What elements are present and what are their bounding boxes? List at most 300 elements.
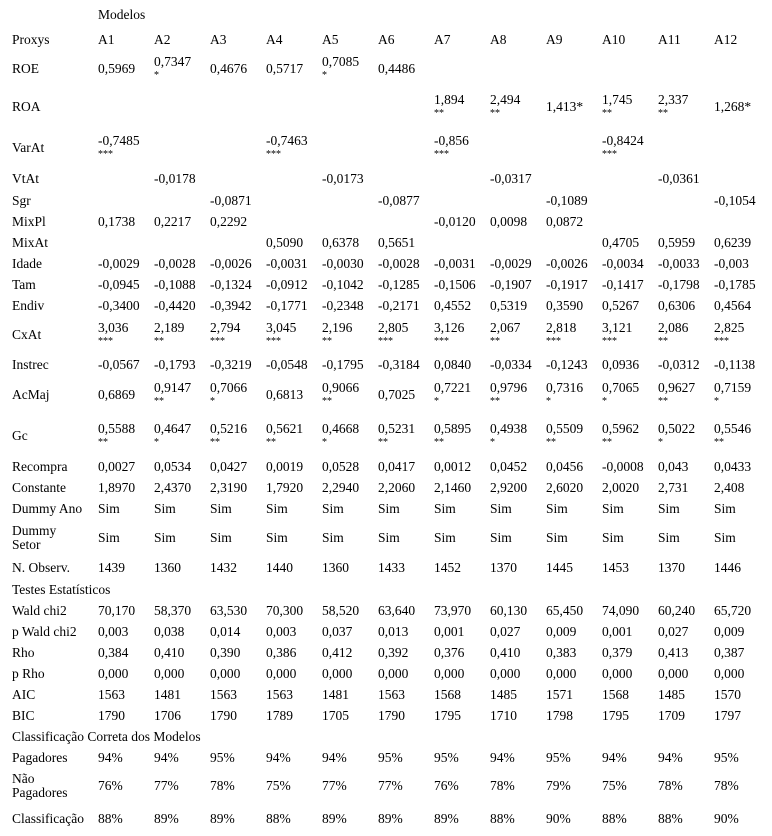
table-cell: [434, 663, 490, 684]
cell-value: -0,0120: [434, 213, 476, 229]
cell-value: Sim: [658, 530, 680, 545]
table-cell: [434, 295, 490, 316]
cell-value: 90%: [546, 810, 571, 826]
table-row: [0, 621, 770, 642]
table-cell: [490, 456, 546, 477]
table-cell: [658, 803, 714, 834]
table-cell: [434, 684, 490, 705]
cell-value: 89%: [210, 810, 235, 826]
table-cell: [266, 642, 322, 663]
cell-value: Sim: [714, 530, 736, 545]
table-cell: [434, 768, 490, 803]
significance-stars: *: [322, 436, 327, 448]
table-cell: [378, 477, 434, 498]
table-cell: [602, 232, 658, 253]
proxys-header: Proxys: [12, 32, 50, 47]
cell-value: 0,5969: [98, 61, 136, 76]
cell-value: 0,392: [378, 644, 409, 660]
cell-value: 2,494: [490, 92, 521, 107]
cell-value: 1710: [490, 707, 517, 723]
cell-value: 1445: [546, 560, 573, 575]
cell-value: Sim: [210, 530, 232, 545]
table-cell: [378, 295, 434, 316]
table-row: [0, 705, 770, 726]
model-header-a9: A9: [546, 32, 563, 47]
cell-value: 77%: [378, 777, 403, 793]
table-cell: [322, 253, 378, 274]
cell-value: 0,4486: [378, 61, 416, 76]
table-cell: [322, 316, 378, 354]
significance-stars: ***: [266, 336, 281, 347]
cell-value: 90%: [714, 810, 739, 826]
model-header-a6: A6: [378, 32, 395, 47]
table-cell: [602, 498, 658, 519]
cell-value: 2,4370: [154, 479, 192, 495]
table-cell: [322, 168, 378, 190]
cell-value: 1439: [98, 560, 125, 575]
cell-value: 0,412: [322, 644, 353, 660]
row-label: Dummy Ano: [12, 500, 83, 516]
table-cell: [154, 87, 210, 127]
row-label: Dummy Setor: [12, 523, 57, 552]
cell-value: 0,014: [210, 623, 241, 639]
significance-stars: *: [490, 436, 495, 448]
table-cell: [602, 253, 658, 274]
table-cell: [154, 456, 210, 477]
cell-value: -0,0548: [266, 356, 308, 372]
cell-value: -0,0029: [490, 255, 532, 271]
cell-value: 73,970: [434, 602, 472, 618]
cell-value: -0,0912: [266, 276, 308, 292]
significance-stars: *: [434, 396, 439, 407]
cell-value: 0,6813: [266, 387, 304, 402]
table-cell: [714, 747, 770, 768]
table-cell: [322, 127, 378, 168]
table-cell: [210, 253, 266, 274]
row-label: Tam: [12, 276, 36, 292]
significance-stars: **: [490, 396, 500, 407]
model-header-a5: A5: [322, 32, 339, 47]
table-cell: [210, 557, 266, 579]
table-cell: [714, 295, 770, 316]
table-cell: [322, 232, 378, 253]
table-cell: [714, 684, 770, 705]
table-cell: [98, 168, 154, 190]
table-row: [0, 477, 770, 498]
significance-stars: *: [714, 396, 719, 407]
cell-value: -0,856: [434, 132, 469, 148]
row-label: BIC: [12, 707, 35, 723]
table-cell: [658, 519, 714, 557]
column-header-row: [0, 29, 770, 51]
cell-value: 2,805: [378, 320, 409, 335]
table-cell: [154, 168, 210, 190]
model-header-a2: A2: [154, 32, 171, 47]
cell-value: 88%: [98, 810, 123, 826]
table-cell: [602, 642, 658, 663]
cell-value: 70,300: [266, 602, 304, 618]
cell-value: 1789: [266, 707, 293, 723]
table-cell: [378, 316, 434, 354]
cell-value: -0,0008: [602, 458, 644, 474]
table-cell: [98, 127, 154, 168]
table-cell: [658, 747, 714, 768]
table-row: [0, 600, 770, 621]
cell-value: Sim: [98, 530, 120, 545]
table-cell: [434, 519, 490, 557]
significance-stars: **: [210, 436, 220, 448]
cell-value: Sim: [602, 500, 624, 516]
table-cell: [546, 316, 602, 354]
table-cell: [98, 621, 154, 642]
table-cell: [714, 51, 770, 87]
table-cell: [602, 316, 658, 354]
table-cell: [154, 600, 210, 621]
table-cell: [98, 519, 154, 557]
cell-value: 0,001: [602, 623, 633, 639]
table-cell: [98, 354, 154, 375]
cell-value: 2,794: [210, 320, 241, 335]
cell-value: 1568: [602, 686, 629, 702]
cell-value: 1568: [434, 686, 461, 702]
table-cell: [98, 253, 154, 274]
cell-value: 63,530: [210, 602, 248, 618]
table-cell: [546, 87, 602, 127]
cell-value: 89%: [434, 810, 459, 826]
table-cell: [98, 705, 154, 726]
table-cell: [714, 274, 770, 295]
cell-value: 0,387: [714, 644, 745, 660]
significance-stars: **: [546, 436, 556, 448]
table-row: [0, 232, 770, 253]
cell-value: 2,1460: [434, 479, 472, 495]
cell-value: -0,0173: [322, 171, 364, 186]
cell-value: 3,045: [266, 320, 297, 335]
cell-value: -0,0877: [378, 192, 420, 208]
cell-value: 0,027: [658, 623, 689, 639]
table-row: [0, 316, 770, 354]
empty-cell: [0, 0, 98, 29]
cell-value: 1452: [434, 560, 461, 575]
cell-value: Sim: [210, 500, 232, 516]
table-cell: [602, 621, 658, 642]
table-cell: [98, 498, 154, 519]
table-cell: [658, 600, 714, 621]
cell-value: 1,894: [434, 92, 465, 107]
table-cell: [98, 642, 154, 663]
table-cell: [434, 456, 490, 477]
table-cell: [210, 168, 266, 190]
table-cell: [98, 684, 154, 705]
table-cell: [378, 274, 434, 295]
table-cell: [98, 316, 154, 354]
table-cell: [210, 803, 266, 834]
table-cell: [658, 190, 714, 211]
row-label: MixAt: [12, 234, 49, 250]
table-cell: [434, 87, 490, 127]
model-header-a4: A4: [266, 32, 283, 47]
table-cell: [210, 127, 266, 168]
cell-value: Sim: [98, 500, 120, 516]
table-cell: [154, 232, 210, 253]
table-cell: [714, 663, 770, 684]
table-cell: [98, 87, 154, 127]
cell-value: 0,4564: [714, 297, 752, 313]
table-cell: [266, 295, 322, 316]
cell-value: 0,2217: [154, 213, 192, 229]
table-cell: [154, 51, 210, 87]
table-cell: [434, 127, 490, 168]
row-label: N. Observ.: [12, 560, 70, 575]
cell-value: 0,000: [210, 665, 241, 681]
table-cell: [378, 498, 434, 519]
table-cell: [378, 253, 434, 274]
table-cell: [322, 456, 378, 477]
cell-value: 1453: [602, 560, 629, 575]
significance-stars: ***: [378, 336, 393, 347]
table-cell: [658, 498, 714, 519]
cell-value: 0,001: [434, 623, 465, 639]
cell-value: 0,4552: [434, 297, 472, 313]
table-cell: [490, 375, 546, 415]
cell-value: 94%: [322, 749, 347, 765]
table-cell: [322, 211, 378, 232]
cell-value: -0,8424: [602, 132, 644, 148]
cell-value: -0,0567: [98, 356, 140, 372]
table-cell: [714, 621, 770, 642]
cell-value: 1795: [602, 707, 629, 723]
cell-value: -0,0945: [98, 276, 140, 292]
table-cell: [714, 375, 770, 415]
table-cell: [490, 477, 546, 498]
table-cell: [154, 415, 210, 456]
model-header-a8: A8: [490, 32, 507, 47]
cell-value: Sim: [490, 530, 512, 545]
row-label: p Rho: [12, 665, 45, 681]
table-cell: [210, 705, 266, 726]
cell-value: 0,5588: [98, 420, 136, 436]
table-cell: [658, 127, 714, 168]
table-cell: [378, 705, 434, 726]
table-cell: [490, 621, 546, 642]
cell-value: 1485: [658, 686, 685, 702]
cell-value: 1360: [154, 560, 181, 575]
table-cell: [490, 316, 546, 354]
cell-value: 0,5959: [658, 234, 696, 250]
cell-value: 0,0456: [546, 458, 584, 474]
table-cell: [490, 557, 546, 579]
table-cell: [266, 519, 322, 557]
table-cell: [546, 232, 602, 253]
table-row: [0, 211, 770, 232]
table-cell: [714, 168, 770, 190]
cell-value: 94%: [98, 749, 123, 765]
cell-value: -0,0178: [154, 171, 196, 186]
cell-value: 2,6020: [546, 479, 584, 495]
table-cell: [266, 375, 322, 415]
table-cell: [98, 456, 154, 477]
table-cell: [658, 168, 714, 190]
table-cell: [490, 354, 546, 375]
table-row: [0, 642, 770, 663]
table-cell: [602, 274, 658, 295]
table-cell: [154, 253, 210, 274]
table-row: [0, 415, 770, 456]
cell-value: 0,000: [714, 665, 745, 681]
table-cell: [322, 621, 378, 642]
cell-value: 2,337: [658, 92, 689, 107]
table-cell: [154, 477, 210, 498]
cell-value: 0,0936: [602, 356, 640, 372]
cell-value: 0,0027: [98, 458, 136, 474]
table-cell: [210, 768, 266, 803]
cell-value: Sim: [154, 500, 176, 516]
table-cell: [546, 684, 602, 705]
table-cell: [714, 600, 770, 621]
cell-value: 2,086: [658, 320, 689, 335]
table-cell: [546, 168, 602, 190]
cell-value: -0,7463: [266, 132, 308, 148]
table-cell: [210, 600, 266, 621]
cell-value: 0,5962: [602, 420, 640, 436]
row-label: ROA: [12, 99, 41, 114]
table-cell: [322, 415, 378, 456]
cell-value: 0,2292: [210, 213, 248, 229]
cell-value: -0,1771: [266, 297, 308, 313]
cell-value: 2,0020: [602, 479, 640, 495]
table-cell: [98, 375, 154, 415]
table-cell: [602, 127, 658, 168]
table-cell: [490, 211, 546, 232]
cell-value: 1370: [490, 560, 517, 575]
cell-value: Sim: [266, 500, 288, 516]
table-cell: [266, 684, 322, 705]
section-title: Classificação Correta dos Modelos: [12, 728, 201, 744]
cell-value: 0,5267: [602, 297, 640, 313]
table-cell: [658, 211, 714, 232]
table-cell: [714, 498, 770, 519]
cell-value: 0,009: [546, 623, 577, 639]
table-cell: [602, 747, 658, 768]
table-cell: [546, 519, 602, 557]
table-cell: [490, 747, 546, 768]
significance-stars: ***: [602, 148, 617, 160]
table-cell: [658, 768, 714, 803]
cell-value: 1360: [322, 560, 349, 575]
cell-value: 0,000: [658, 665, 689, 681]
cell-value: 2,408: [714, 479, 745, 495]
table-cell: [602, 684, 658, 705]
table-cell: [322, 705, 378, 726]
table-cell: [602, 354, 658, 375]
cell-value: 2,2060: [378, 479, 416, 495]
table-cell: [658, 642, 714, 663]
significance-stars: **: [322, 396, 332, 407]
row-label: AcMaj: [12, 387, 50, 402]
row-label: Rho: [12, 644, 35, 660]
cell-value: 94%: [266, 749, 291, 765]
table-cell: [490, 51, 546, 87]
cell-value: 0,000: [546, 665, 577, 681]
cell-value: -0,1798: [658, 276, 700, 292]
cell-value: 0,4676: [210, 61, 248, 76]
table-cell: [322, 295, 378, 316]
cell-value: 89%: [322, 810, 347, 826]
cell-value: 89%: [154, 810, 179, 826]
table-cell: [546, 705, 602, 726]
cell-value: 1485: [490, 686, 517, 702]
table-cell: [602, 168, 658, 190]
cell-value: 0,7159: [714, 380, 752, 395]
row-label: Endiv: [12, 297, 45, 313]
cell-value: 0,9796: [490, 380, 528, 395]
table-cell: [490, 803, 546, 834]
cell-value: 1,7920: [266, 479, 304, 495]
table-cell: [434, 274, 490, 295]
cell-value: -0,0028: [154, 255, 196, 271]
table-cell: [602, 768, 658, 803]
table-row: [0, 768, 770, 803]
cell-value: 0,037: [322, 623, 353, 639]
cell-value: 2,9200: [490, 479, 528, 495]
significance-stars: **: [434, 108, 444, 119]
table-cell: [322, 663, 378, 684]
cell-value: 0,7085: [322, 54, 360, 69]
row-label: Instrec: [12, 356, 49, 372]
table-cell: [546, 600, 602, 621]
table-cell: [210, 477, 266, 498]
table-cell: [658, 456, 714, 477]
table-cell: [658, 477, 714, 498]
table-row: [0, 127, 770, 168]
table-cell: [434, 747, 490, 768]
significance-stars: *: [210, 396, 215, 407]
table-cell: [154, 557, 210, 579]
table-cell: [266, 211, 322, 232]
table-cell: [322, 477, 378, 498]
table-cell: [98, 232, 154, 253]
table-cell: [434, 415, 490, 456]
table-cell: [546, 354, 602, 375]
table-cell: [98, 51, 154, 87]
table-cell: [490, 705, 546, 726]
cell-value: 0,0452: [490, 458, 528, 474]
cell-value: Sim: [154, 530, 176, 545]
table-cell: [490, 87, 546, 127]
table-cell: [378, 375, 434, 415]
table-cell: [266, 51, 322, 87]
table-cell: [210, 232, 266, 253]
table-cell: [322, 684, 378, 705]
significance-stars: *: [546, 396, 551, 407]
significance-stars: ***: [98, 336, 113, 347]
significance-stars: *: [154, 436, 159, 448]
table-cell: [490, 600, 546, 621]
cell-value: 79%: [546, 777, 571, 793]
table-cell: [490, 642, 546, 663]
cell-value: 58,370: [154, 602, 192, 618]
table-cell: [154, 375, 210, 415]
table-cell: [266, 621, 322, 642]
cell-value: 0,5090: [266, 234, 304, 250]
cell-value: -0,1793: [154, 356, 196, 372]
cell-value: -0,3400: [98, 297, 140, 313]
table-cell: [546, 768, 602, 803]
table-cell: [210, 519, 266, 557]
cell-value: Sim: [434, 530, 456, 545]
table-cell: [210, 274, 266, 295]
table-cell: [98, 211, 154, 232]
